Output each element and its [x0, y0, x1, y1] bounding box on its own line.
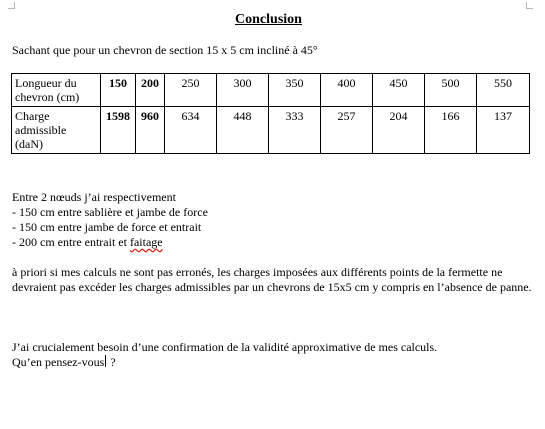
page-corner-mark-left	[8, 2, 15, 9]
table-row	[12, 107, 530, 154]
misspelled-word: faitage	[129, 235, 163, 249]
closing-question: Qu’en pensez-vous	[12, 355, 105, 369]
node-spacing-list	[12, 190, 208, 250]
list-item: - 150 cm entre sablière et jambe de force	[12, 205, 208, 219]
closing-line-2	[12, 355, 437, 370]
table-cell: 166	[425, 107, 477, 154]
table-cell: 204	[373, 107, 425, 154]
table-cell: 300	[217, 74, 269, 107]
table-cell: 1598	[101, 107, 136, 154]
table-cell: 250	[165, 74, 217, 107]
node-list-heading: Entre 2 nœuds j’ai respectivement	[12, 190, 176, 204]
closing-line-1: J’ai crucialement besoin d’une confirmation de la validité approximative de mes calculs.	[12, 340, 438, 354]
closing-question-mark: ?	[107, 355, 116, 369]
closing-paragraph	[12, 340, 437, 370]
intro-sentence: Sachant que pour un chevron de section 15 x 5 cm incliné à 45°	[12, 43, 318, 57]
table-cell: 500	[425, 74, 477, 107]
table-cell: 350	[269, 74, 321, 107]
table-cell: 150	[101, 74, 136, 107]
table-cell: 634	[165, 107, 217, 154]
list-item	[12, 235, 208, 250]
body-paragraph: à priori si mes calculs ne sont pas erronés, les charges imposées aux différents points de la fermette ne devraient pas excéder les charges admissibles par un chevrons de 15x5 cm y compris en l’absence de panne.	[12, 265, 532, 294]
load-table	[11, 73, 530, 154]
table-cell: 257	[321, 107, 373, 154]
row-label-load: Charge admissible (daN)	[12, 107, 101, 154]
list-item-text: - 200 cm entre entrait et	[12, 235, 130, 249]
table-cell: 333	[269, 107, 321, 154]
list-item: - 150 cm entre jambe de force et entrait	[12, 220, 202, 234]
row-label-length: Longueur du chevron (cm)	[12, 74, 101, 107]
table-cell: 450	[373, 74, 425, 107]
document-title: Conclusion	[235, 12, 302, 27]
table-cell: 200	[136, 74, 165, 107]
table-row	[12, 74, 530, 107]
table-cell: 400	[321, 74, 373, 107]
table-cell: 448	[217, 107, 269, 154]
table-cell: 137	[477, 107, 530, 154]
table-cell: 550	[477, 74, 530, 107]
table-cell: 960	[136, 107, 165, 154]
page-corner-mark-right	[526, 2, 533, 9]
